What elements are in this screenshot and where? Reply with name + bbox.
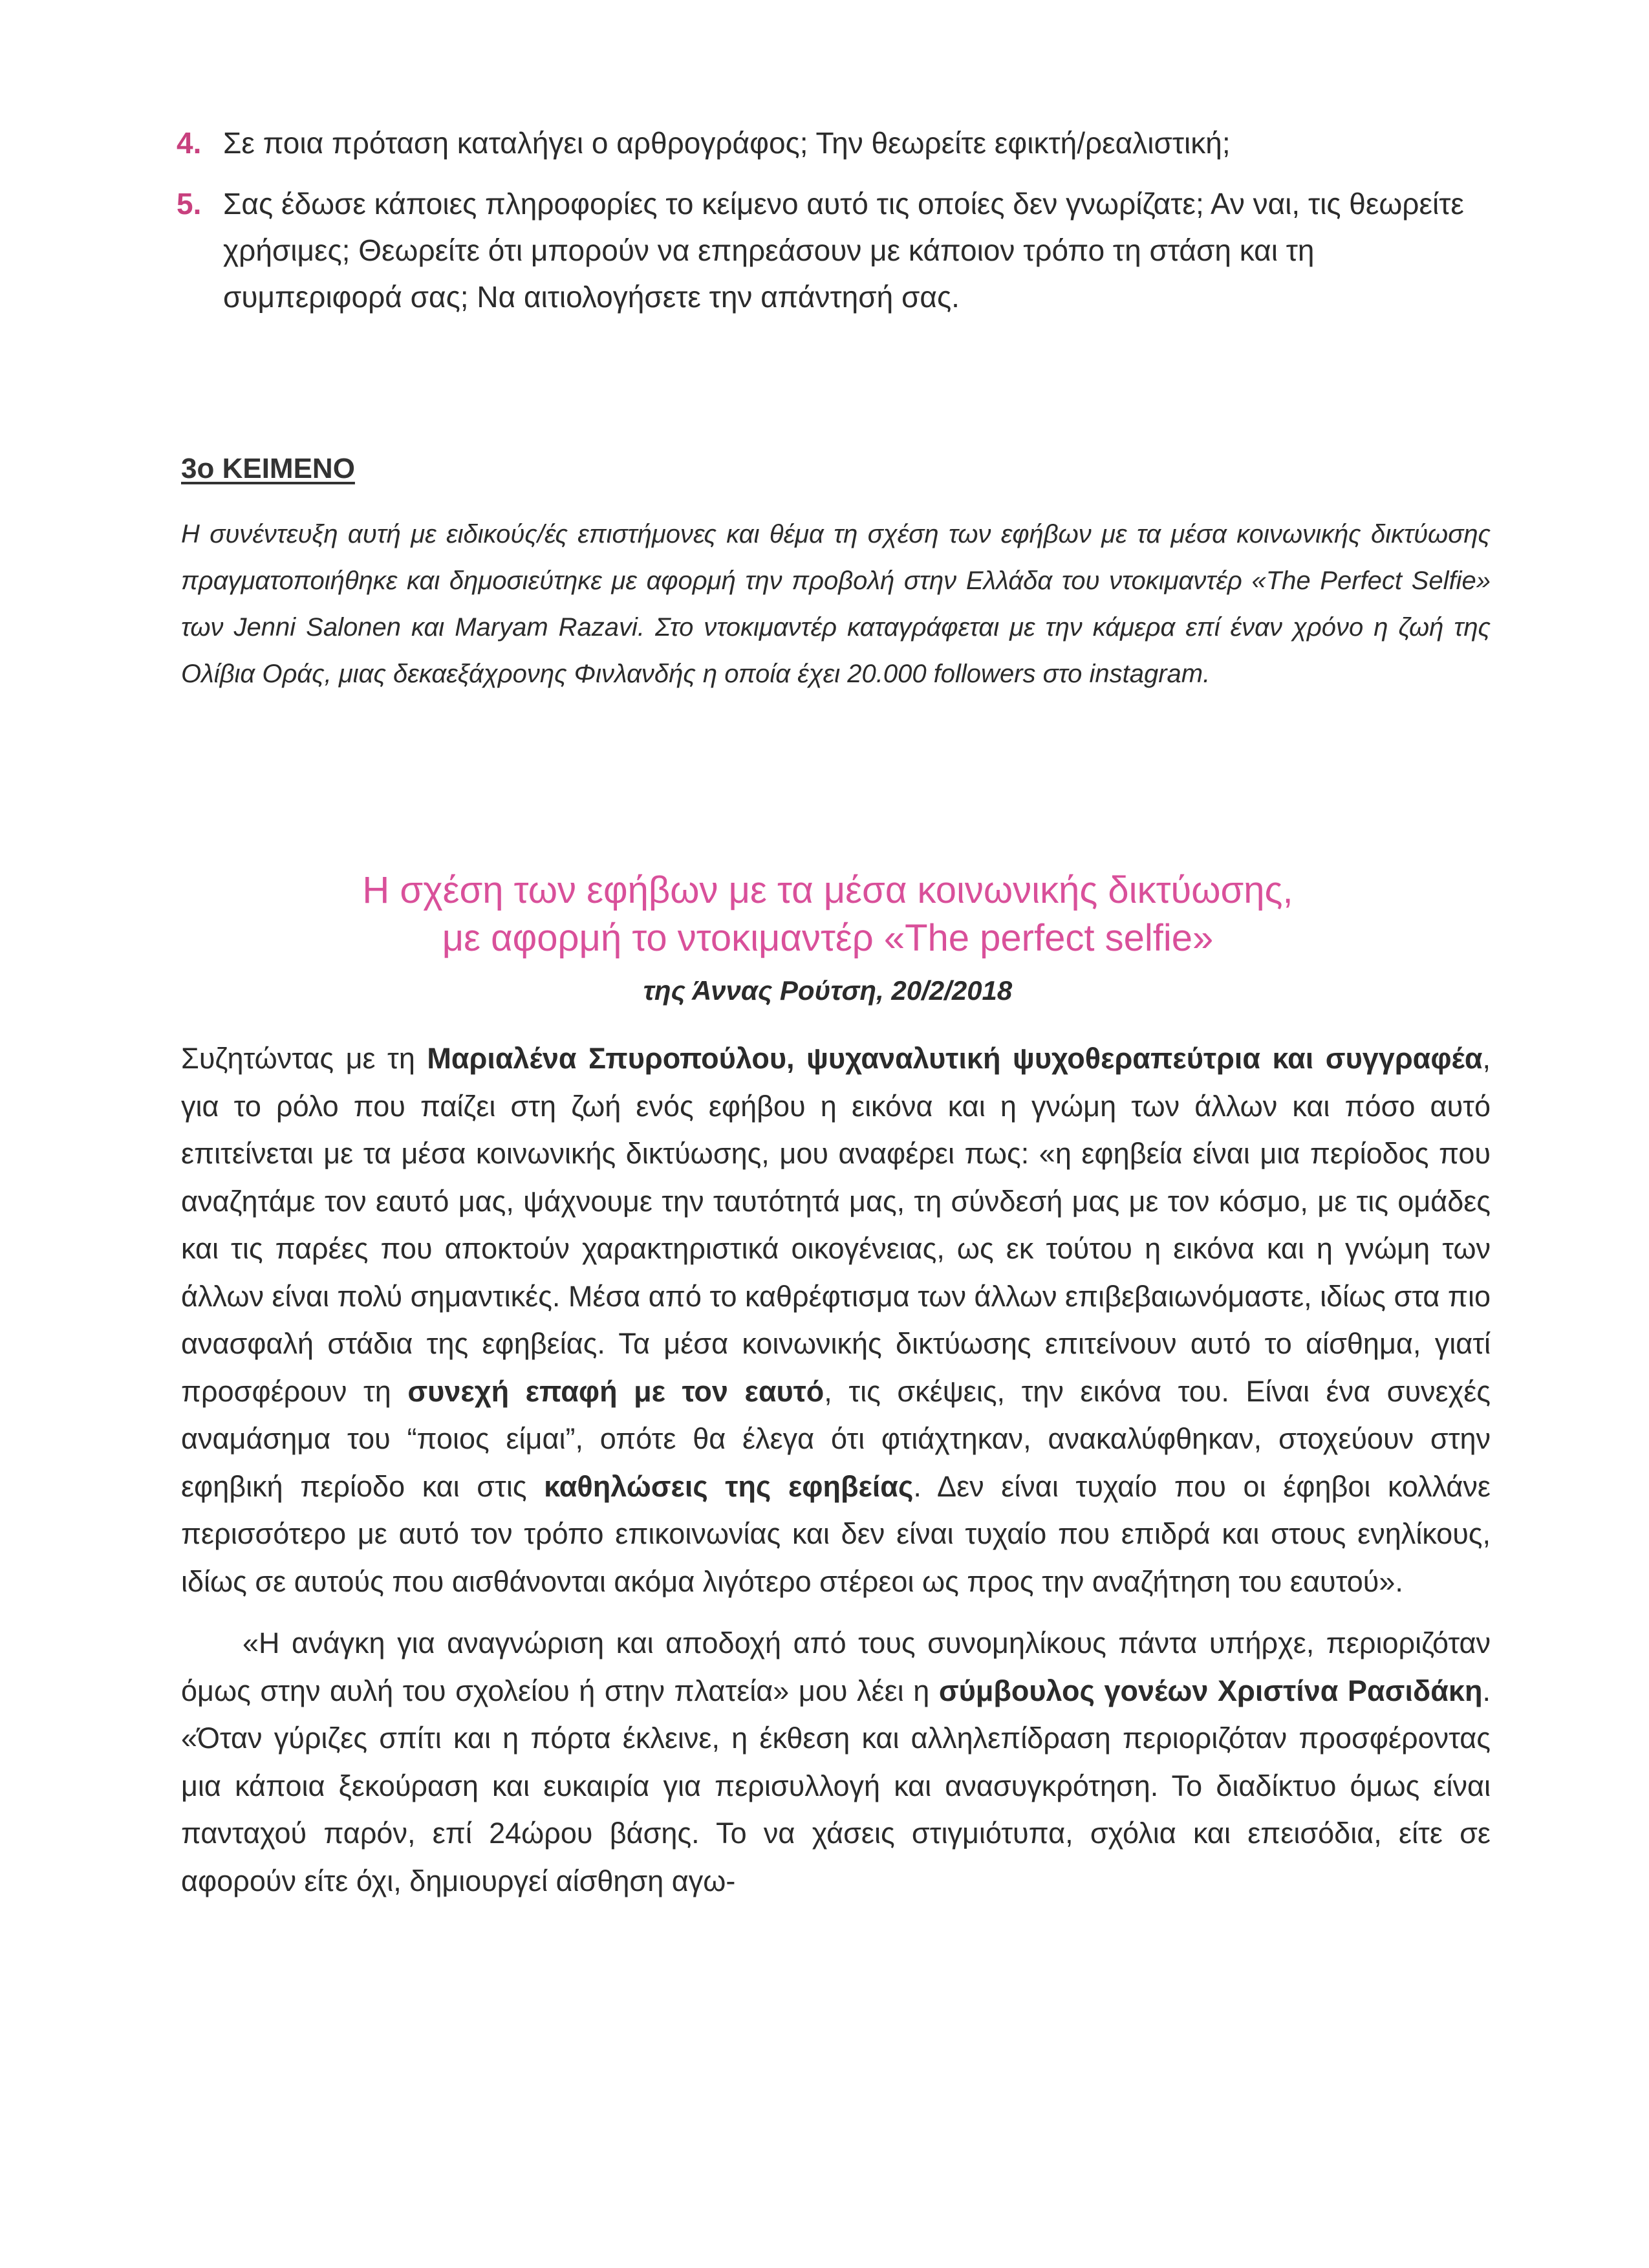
body-bold-run: σύμβουλος γονέων Χριστίνα Ρασιδάκη <box>938 1674 1483 1707</box>
article-body <box>181 1035 1491 1905</box>
body-text-run: , τις σκέψεις, την εικόνα του. Είναι ένα συνεχές αναμάσημα του “ποιος είμαι”, οπότε θα έλεγα ότι φτιάχτηκαν, ανακαλύφθηκαν, στοχεύουν στην εφηβική περίοδο και στις <box>181 1374 1491 1503</box>
question-text: Σε ποια πρόταση καταλήγει ο αρθρογράφος; Την θεωρείτε εφικτή/ρεαλιστική; <box>223 126 1231 160</box>
article-title-line: με αφορμή το ντοκιμαντέρ «The perfect selfie» <box>442 917 1214 959</box>
body-text-run: Συζητώντας με τη <box>181 1042 427 1075</box>
body-text-run: , για το ρόλο που παίζει στη ζωή ενός εφήβου η εικόνα και η γνώμη των άλλων και πόσο αυτό επιτείνεται με τα μέσα κοινωνικής δικτύωσης, μου αναφέρει πως: «η εφηβεία είναι μια περίοδος που αναζητάμε τον εαυτό μας, ψάχνουμε την ταυτότητά μας, τη σύνδεσή μας με τον κόσμο, με τις ομάδες και τις παρέες που αποκτούν χαρακτηριστικά οικογένειας, ως εκ τούτου η εικόνα και η γνώμη των άλλων είναι πολύ σημαντικές. Μέσα από το καθρέφτισμα των άλλων επιβεβαιωνόμαστε, ιδίως στα πιο ανασφαλή στάδια της εφηβείας. Τα μέσα κοινωνικής δικτύωσης επιτείνουν αυτό το αίσθημα, γιατί προσφέρουν τη <box>181 1042 1491 1408</box>
body-text-run: . Δεν είναι τυχαίο που οι έφηβοι κολλάνε περισσότερο με αυτό τον τρόπο επικοινωνίας και δεν είναι τυχαίο που επιδρά και στους ενηλίκους, ιδίως σε αυτούς που αισθάνονται ακόμα λιγότερο στέρεοι ως προς την αναζήτηση του εαυτού». <box>181 1469 1491 1598</box>
question-number: 4. <box>177 126 202 160</box>
article-title-line: Η σχέση των εφήβων με τα μέσα κοινωνικής δικτύωσης, <box>362 869 1293 911</box>
question-text: Σας έδωσε κάποιες πληροφορίες το κείμενο αυτό τις οποίες δεν γνωρίζατε; Αν ναι, τις θεωρείτε χρήσιμες; Θεωρείτε ότι μπορούν να επηρεάσουν με κάποιον τρόπο τη στάση και τη συμπεριφορά σας; Να αιτιολογήσετε την απάντησή σας. <box>223 187 1464 314</box>
question-number: 5. <box>177 187 202 221</box>
question-list <box>165 120 1484 334</box>
body-paragraph <box>181 1619 1491 1905</box>
intro-paragraph: Η συνέντευξη αυτή με ειδικούς/ές επιστήμονες και θέμα τη σχέση των εφήβων με τα μέσα κοινωνικής δικτύωσης πραγματοποιήθηκε και δημοσιεύτηκε με αφορμή την προβολή στην Ελλάδα του ντοκιμαντέρ «The Perfect Selfie» των Jenni Salonen και Maryam Razavi. Στο ντοκιμαντέρ καταγράφεται με την κάμερα επί έναν χρόνο η ζωή της Ολίβια Οράς, μιας δεκαεξάχρονης Φινλανδής η οποία έχει 20.000 followers στο instagram. <box>181 520 1491 688</box>
body-bold-run: συνεχή επαφή με τον εαυτό <box>407 1374 824 1408</box>
body-bold-run: Μαριαλένα Σπυροπούλου, ψυχαναλυτική ψυχοθεραπεύτρια και συγγραφέα <box>427 1042 1483 1075</box>
question-item <box>165 120 1484 166</box>
body-text-run: «Η ανάγκη για αναγνώριση και αποδοχή από τους συνομηλίκους πάντα υπήρχε, περιοριζόταν όμως στην αυλή του σχολείου ή στην πλατεία» μου λέει η <box>181 1626 1491 1707</box>
article-title <box>165 867 1491 962</box>
article-byline: της Άννας Ρούτση, 20/2/2018 <box>643 975 1013 1006</box>
section-heading: 3ο ΚΕΙΜΕΝΟ <box>181 453 355 484</box>
question-item <box>165 180 1484 320</box>
body-text-run: . «Όταν γύριζες σπίτι και η πόρτα έκλεινε, η έκθεση και αλληλεπίδραση περιοριζόταν προσφέροντας μια κάποια ξεκούραση και ευκαιρία για περισυλλογή και ανασυγκρότηση. Το διαδίκτυο όμως είναι πανταχού παρόν, επί 24ώρου βάσης. Το να χάσεις στιγμιότυπα, σχόλια και επεισόδια, είτε σε αφορούν είτε όχι, δημιουργεί αίσθηση αγω- <box>181 1674 1491 1897</box>
body-paragraph <box>181 1035 1491 1605</box>
body-bold-run: καθηλώσεις της εφηβείας <box>544 1469 914 1503</box>
